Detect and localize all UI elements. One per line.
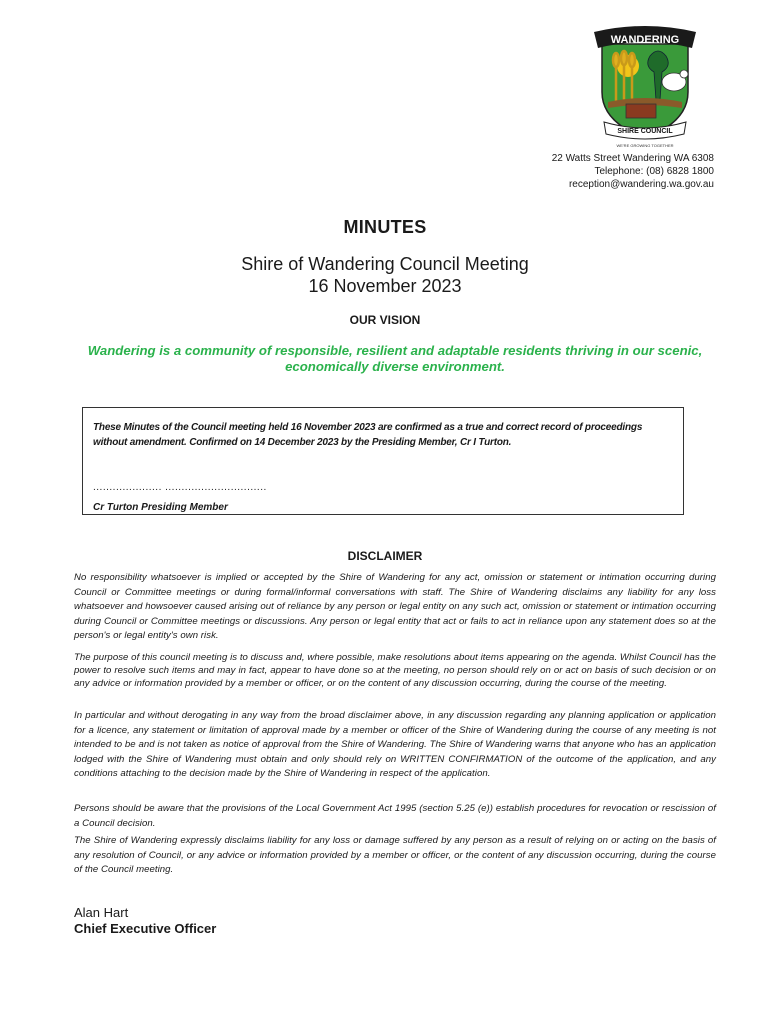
email-address: reception@wandering.wa.gov.au [568,179,714,190]
vision-heading: OUR VISION [349,313,421,327]
vision-statement: Wandering is a community of responsible, resilient and adaptable residents thriving in our scenic, economically diverse environment. [87,343,703,374]
disclaimer-heading: DISCLAIMER [347,549,423,563]
street-address: 22 Watts Street Wandering WA 6308 [551,153,714,164]
svg-text:SHIRE COUNCIL: SHIRE COUNCIL [617,128,673,135]
contact-address [552,152,714,191]
meeting-date: 16 November 2023 [308,276,462,296]
signer-title: Chief Executive Officer [74,921,217,936]
telephone: Telephone: (08) 6828 1800 [594,166,714,177]
document-title: MINUTES [343,217,427,237]
disclaimer-paragraph: Persons should be aware that the provisions of the Local Government Act 1995 (section 5.25 (e)) establish procedures for revocation or rescission of a Council decision. [74,803,716,829]
confirmation-box [82,407,684,515]
svg-text:WE'RE GROWING TOGETHER: WE'RE GROWING TOGETHER [616,143,674,148]
meeting-name: Shire of Wandering Council Meeting [241,254,529,274]
svg-text:WANDERING: WANDERING [610,34,680,46]
shire-crest-logo [588,22,702,150]
presiding-member-signatory: Cr Turton Presiding Member [93,502,228,513]
disclaimer-paragraph: In particular and without derogating in any way from the broad disclaimer above, in any discussion regarding any planning application or application for a licence, any statement or limitation of approval made by a member or officer of the Shire of Wandering during the course of any meeting is not intended to be and is not taken as notice of approval from the Shire of Wandering. The Shire of Wandering warns that anyone who has an application lodged with the Shire of Wandering must obtain and only should rely on WRITTEN CONFIRMATION of the outcome of the application, and any conditions attaching to the decision made by the Shire of Wandering in respect of the application. [74,710,716,779]
disclaimer-paragraph: The purpose of this council meeting is to discuss and, where possible, make resolutions about items appearing on the agenda. Whilst Council has the power to resolve such items and may in fact, appear to have done so at the meeting, no person should rely on or act on basis of such decision or on any advice or information provided by a member or officer, or on the content of any discussion occurring, during the course of the meeting. [74,652,716,689]
disclaimer-paragraph: No responsibility whatsoever is implied or accepted by the Shire of Wandering for any act, omission or statement or intimation occurring during Council or Committee meetings or during formal/informal conversations with staff. The Shire of Wandering disclaims any liability for any loss whatsoever and howsoever caused arising out of reliance by any person or legal entity on any such act, omission or statement or intimation occurring during Council or Committee meetings or discussions. Any person or legal entity that act or fails to act in reliance upon any statement does so at the person's or legal entity's own risk. [74,572,716,641]
confirmation-text: These Minutes of the Council meeting held 16 November 2023 are confirmed as a true and correct record of proceedings without amendment. Confirmed on 14 December 2023 by the Presiding Member, Cr I Turton. [93,422,643,448]
disclaimer-paragraph: The Shire of Wandering expressly disclaims liability for any loss or damage suffered by any person as a result of relying on or acting on the basis of any resolution of Council, or any advice or information provided by a member or officer, or the content of any discussion occurring, during the course of the Council meeting. [74,835,716,875]
signer-name: Alan Hart [74,905,129,920]
signature-line: ..................... ............................... [93,482,267,493]
